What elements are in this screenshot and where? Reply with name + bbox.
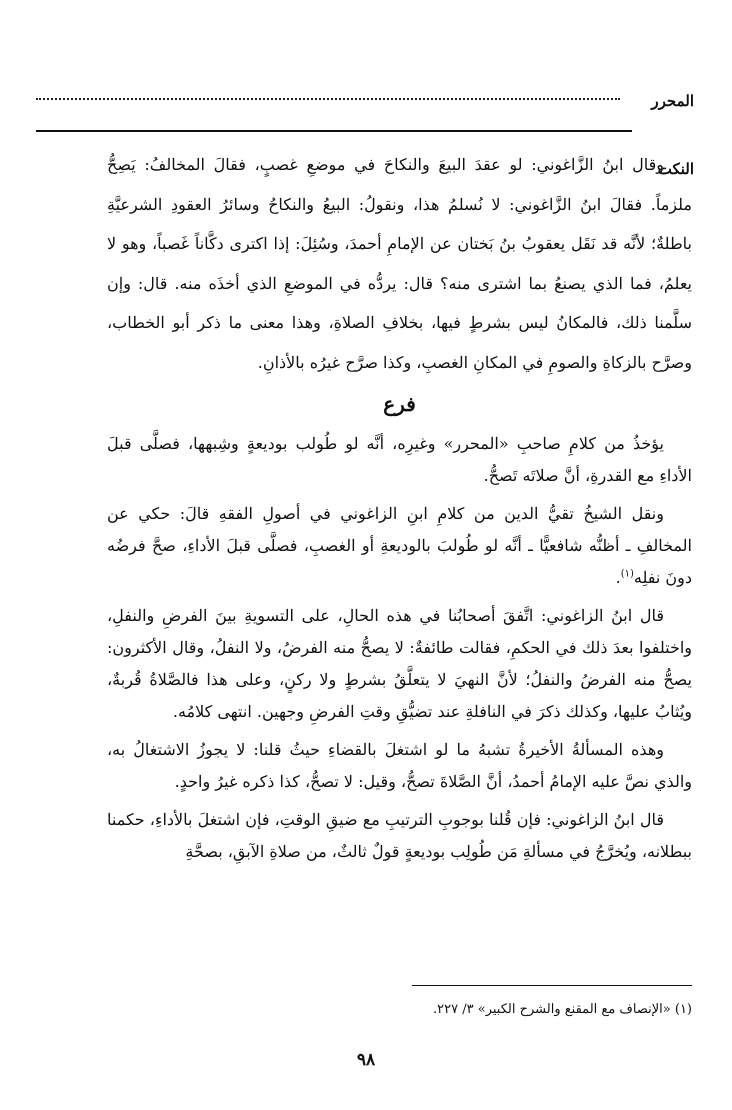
section-two bbox=[107, 428, 692, 868]
footnote: (١) «الإنصاف مع المقنع والشرح الكبير» ٣/ ٢٢٧. bbox=[433, 1002, 692, 1017]
header-dotted-leader bbox=[36, 98, 620, 100]
footnote-rule bbox=[412, 985, 692, 986]
section-one bbox=[107, 145, 692, 382]
paragraph-with-footnote: ونقل الشيخُ تقيُّ الدين من كلامِ ابنِ الزاغوني في أصولِ الفقهِ قالَ: حكي عن المخالفِ ـ أظنُّه شافعيًّا ـ أنَّه لو طُولبَ بالوديعةِ أو الغصبِ، فصلَّى قبلَ الأداءِ، صحَّ فرضُه دونَ نفلِه$^{(١)}$. bbox=[107, 504, 692, 587]
paragraph: وقال ابنُ الزَّاغوني: لو عقدَ البيعَ والنكاحَ في موضعِ غصبٍ، فقالَ المخالفُ: يَصِحُّ ملزماً. فقالَ ابنُ الزَّاغوني: لا نُسلمُ هذا، ونقولُ: البيعُ والنكاحُ وسائرُ العقودِ الشرعيَّةِ باطلةٌ؛ لأنَّه قد نَقَل يعقوبُ بنُ بَختان عن الإمامِ أحمدَ، وسُئِلَ: إذا اكترى دكَّاناً غَصباً، وهو لا يعلمُ، فما الذي يصنعُ بما اشترى منه؟ قال: يردُّه في الموضعِ الذي أخذَه منه. قال: وإن سلَّمنا ذلك، فالمكانُ ليس بشرطٍ فيها، بخلافِ الصلاةِ، وهذا معنى ما ذكر أبو الخطاب، وصرَّح بالزكاةِ والصومِ في المكانِ الغصبِ، وكذا صرَّح غيرُه بالأذانِ. bbox=[107, 155, 693, 372]
margin-section-label: النكت bbox=[657, 160, 694, 178]
running-header-title: المحرر bbox=[651, 92, 694, 110]
paragraph-text: ونقل الشيخُ تقيُّ الدين من كلامِ ابنِ الزاغوني في أصولِ الفقهِ قالَ: حكي عن المخالفِ ـ أظنُّه شافعيًّا ـ أنَّه لو طُولبَ بالوديعةِ أو الغصبِ، فصلَّى قبلَ الأداءِ، صحَّ فرضُه دونَ نفلِه bbox=[107, 504, 692, 587]
header-rule bbox=[36, 130, 632, 132]
paragraph: وهذه المسألةُ الأخيرةُ تشبهُ ما لو اشتغلَ بالقضاءِ حيثُ قلنا: لا يجوزُ الاشتغالُ به، والذي نصَّ عليه الإمامُ أحمدُ، أنَّ الصَّلاةَ تصحُّ، وقيل: لا تصحُّ، كذا ذكره غيرُ واحدٍ. bbox=[107, 740, 692, 791]
page-number: ٩٨ bbox=[356, 1050, 376, 1070]
paragraph: قال ابنُ الزاغوني: فإن قُلنا بوجوبِ الترتيبِ مع ضيقِ الوقتِ، فإن اشتغلَ بالأداءِ، حكمنا ببطلانه، ويُخرَّجُ في مسألةِ مَن طُولِب بوديعةٍ قولٌ ثالثٌ، من صلاةِ الآبقِ، بصحَّةِ bbox=[107, 810, 692, 861]
paragraph: قال ابنُ الزاغوني: اتَّفقَ أصحابُنا في هذه الحالِ، على التسويةِ بينَ الفرضِ والنفلِ، واختلفوا بعدَ ذلك في الحكمِ، فقالت طائفةٌ: لا يصحُّ منه الفرضُ، ولا النفلُ، وقال الأكثرون: يصحُّ منه الفرضُ والنفلُ؛ لأنَّ النهيَ لا يتعلَّقُ بشرطٍ ولا ركنٍ، وعلى هذا فالصَّلاةُ قُربةٌ، ويُثابُ عليها، وكذلك ذكرَ في النافلةِ عند تضيُّقِ وقتِ الفرضِ وجهين. انتهى كلامُه. bbox=[107, 606, 692, 721]
paragraph: يؤخذُ من كلامِ صاحبِ «المحرر» وغيرِه، أنَّه لو طُولب بوديعةٍ وشِبهها، فصلَّى قبلَ الأداءِ مع القدرةِ، أنَّ صلاتَه تَصحُّ. bbox=[107, 434, 692, 485]
footnote-reference: (١) bbox=[620, 568, 634, 580]
section-heading: فرع bbox=[383, 392, 416, 416]
page-text bbox=[107, 145, 692, 874]
